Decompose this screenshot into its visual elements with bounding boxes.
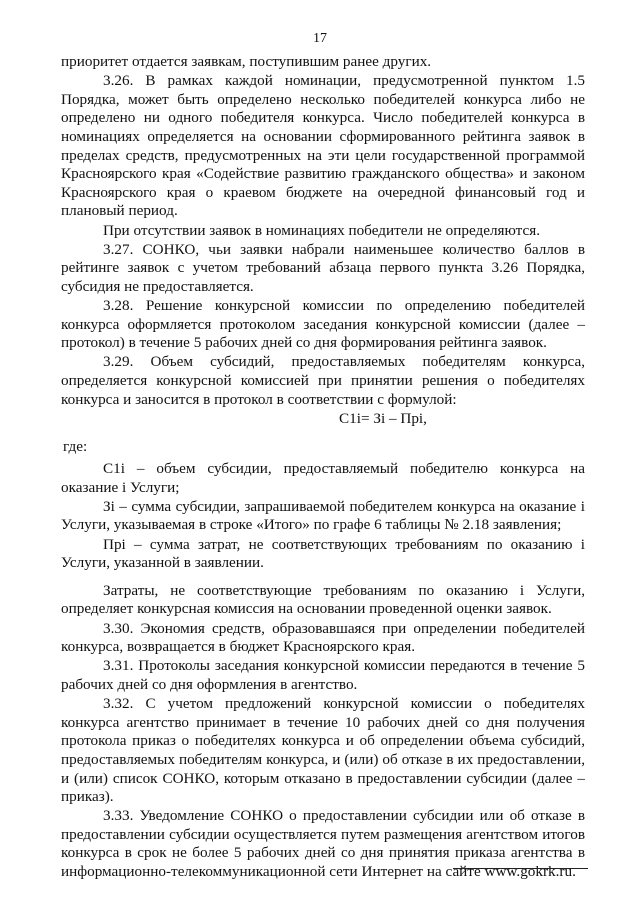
definition-zi: Зi – сумма субсидии, запрашиваемой победителем конкурса на оказание i Услуги, указываемая в строке «Итого» по графе 6 таблицы № 2.18 заявления; <box>61 497 585 534</box>
paragraph-3-28: 3.28. Решение конкурсной комиссии по определению победителей конкурса оформляется протоколом заседания конкурсной комиссии (далее – протокол) в течение 5 рабочих дней со дня формирования рейтинга заявок. <box>61 297 585 352</box>
paragraph-3-32: 3.32. С учетом предложений конкурсной комиссии о победителях конкурса агентство принимает в течение 10 рабочих дней со дня получения протокола приказ о победителях конкурса и об определении объема субсидий, предоставляемых победителям конкурса, и (или) об отказе в их предоставлении, и (или) список СОНКО, которым отказано в предоставлении субсидии (далее – приказ). <box>61 695 585 806</box>
definition-pri: Прi – сумма затрат, не соответствующих требованиям по оказанию i Услуги, указанной в заявлении. <box>61 535 585 572</box>
paragraph-3-27: 3.27. СОНКО, чьи заявки набрали наименьшее количество баллов в рейтинге заявок с учетом требований абзаца первого пункта 3.26 Порядка, субсидия не предоставляется. <box>61 240 585 295</box>
paragraph-3-31: 3.31. Протоколы заседания конкурсной комиссии передаются в течение 5 рабочих дней со дня оформления в агентство. <box>61 657 585 693</box>
where-label: где: <box>63 438 88 456</box>
page-number: 17 <box>313 31 327 46</box>
definition-c1i: С1i – объем субсидии, предоставляемый победителю конкурса на оказание i Услуги; <box>61 460 585 496</box>
document-body <box>61 53 585 882</box>
paragraph-3-26: 3.26. В рамках каждой номинации, предусмотренной пунктом 1.5 Порядка, может быть определено несколько победителей конкурса либо не определено ни одного победителя конкурса. Число победителей конкурса в номинациях определяется на основании сформированного рейтинга заявок в пределах средств, предусмотренных на эти цели государственной программой Красноярского края «Содействие развитию гражданского общества» и законом Красноярского края о краевом бюджете на очередной финансовый год и плановый период. <box>61 72 585 220</box>
footer-rule <box>453 868 588 869</box>
paragraph-no-applications: При отсутствии заявок в номинациях победители не определяются. <box>103 221 541 239</box>
subsidy-formula: С1i= Зi – Прi, <box>339 409 427 427</box>
paragraph-continuation: приоритет отдается заявкам, поступившим ранее других. <box>61 53 432 70</box>
paragraph-3-29: 3.29. Объем субсидий, предоставляемых победителям конкурса, определяется конкурсной комиссией при принятии решения о победителях конкурса и заносится в протокол в соответствии с формулой: <box>61 353 585 408</box>
paragraph-3-30: 3.30. Экономия средств, образовавшаяся при определении победителей конкурса, возвращается в бюджет Красноярского края. <box>61 619 585 656</box>
paragraph-3-33: 3.33. Уведомление СОНКО о предоставлении субсидии или об отказе в предоставлении субсидии осуществляется путем размещения агентством итогов конкурса в срок не более 5 рабочих дней со дня принятия приказа агентства в информационно-телекоммуникационной сети Интернет на сайте www.gokrk.ru. <box>61 807 585 881</box>
paragraph-costs: Затраты, не соответствующие требованиям по оказанию i Услуги, определяет конкурсная комиссия на основании проведенной оценки заявок. <box>61 581 585 618</box>
